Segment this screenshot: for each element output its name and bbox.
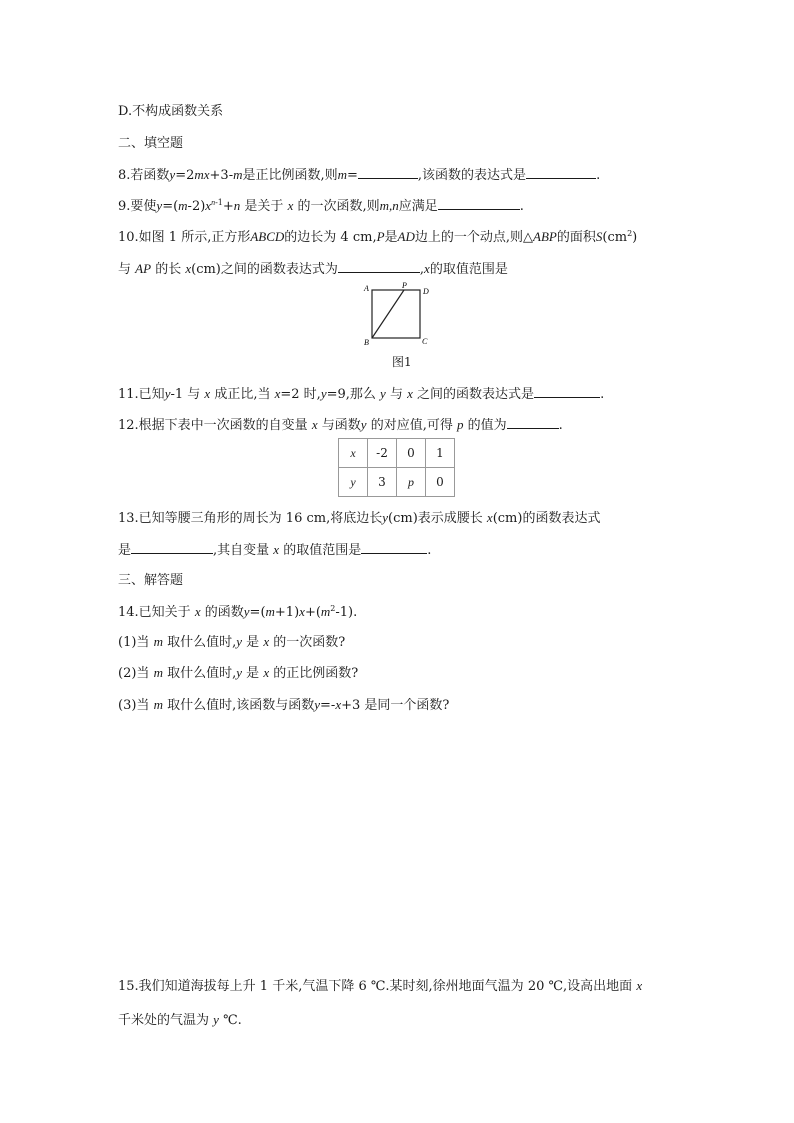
answer-blank[interactable] [358, 165, 418, 179]
question-11: 11.已知y-1 与 x 成正比,当 x=2 时,y=9,那么 y 与 x 之间的函数表达式是 . [118, 386, 605, 402]
label-a: A [364, 284, 369, 293]
label-d: D [423, 287, 429, 296]
label-p: P [402, 282, 407, 290]
figure-1-square [360, 282, 440, 348]
question-14: 14.已知关于 x 的函数$y=(m+1)x+(m^2-1)$. [118, 604, 358, 620]
table-row [339, 468, 455, 497]
table-cell: p [397, 468, 426, 497]
table-cell: x [339, 439, 368, 468]
table-cell: 1 [426, 439, 455, 468]
table-row [339, 439, 455, 468]
q7-option-d: D.不构成函数关系 [118, 104, 224, 119]
answer-blank[interactable] [438, 196, 520, 210]
table-cell: 3 [368, 468, 397, 497]
square-abcd [372, 290, 420, 338]
question-14-part-2: (2)当 m 取什么值时,y 是 x 的正比例函数? [118, 665, 359, 681]
table-cell: y [339, 468, 368, 497]
question-15-line1: 15.我们知道海拔每上升 1 千米,气温下降 6 ℃.某时刻,徐州地面气温为 20 ℃,设高出地面 x [118, 978, 643, 994]
question-13-line2: 是 ,其自变量 x 的取值范围是 . [118, 542, 432, 558]
question-13-line1: 13.已知等腰三角形的周长为 16 cm,将底边长y(cm)表示成腰长 x(cm)的函数表达式 [118, 510, 601, 526]
answer-blank[interactable] [338, 259, 420, 273]
question-10-line1: 10.如图 1 所示,正方形ABCD的边长为 4 cm,P是AD边上的一个动点,则△ABP的面积$S(cm^2)$ [118, 229, 638, 245]
segment-bp [372, 290, 404, 338]
table-cell: 0 [426, 468, 455, 497]
answer-blank[interactable] [361, 540, 427, 554]
answer-blank[interactable] [526, 165, 596, 179]
question-10-line2: 与 AP 的长 x(cm)之间的函数表达式为 ,x的取值范围是 [118, 261, 508, 277]
section2-title: 二、填空题 [118, 136, 184, 151]
label-b: B [364, 338, 369, 347]
section3-title: 三、解答题 [118, 573, 184, 588]
table-cell: -2 [368, 439, 397, 468]
question-14-part-1: (1)当 m 取什么值时,y 是 x 的一次函数? [118, 634, 346, 650]
question-9: 9.要使$y=(m-2)x^{n-1}+n$ 是关于 x 的一次函数,则m,n应满足 . [118, 198, 524, 214]
question-15-line2: 千米处的气温为 y ℃. [118, 1012, 242, 1028]
answer-blank[interactable] [534, 384, 600, 398]
value-table [338, 438, 455, 497]
table-cell: 0 [397, 439, 426, 468]
answer-blank[interactable] [507, 415, 559, 429]
answer-blank[interactable] [131, 540, 213, 554]
label-c: C [422, 337, 428, 346]
question-12: 12.根据下表中一次函数的自变量 x 与函数y 的对应值,可得 p 的值为 . [118, 417, 563, 433]
figure-caption: 图1 [392, 355, 412, 369]
question-8: 8.若函数y=2mx+3-m是正比例函数,则m= ,该函数的表达式是 . [118, 167, 601, 183]
question-14-part-3: (3)当 m 取什么值时,该函数与函数y=-x+3 是同一个函数? [118, 697, 450, 713]
